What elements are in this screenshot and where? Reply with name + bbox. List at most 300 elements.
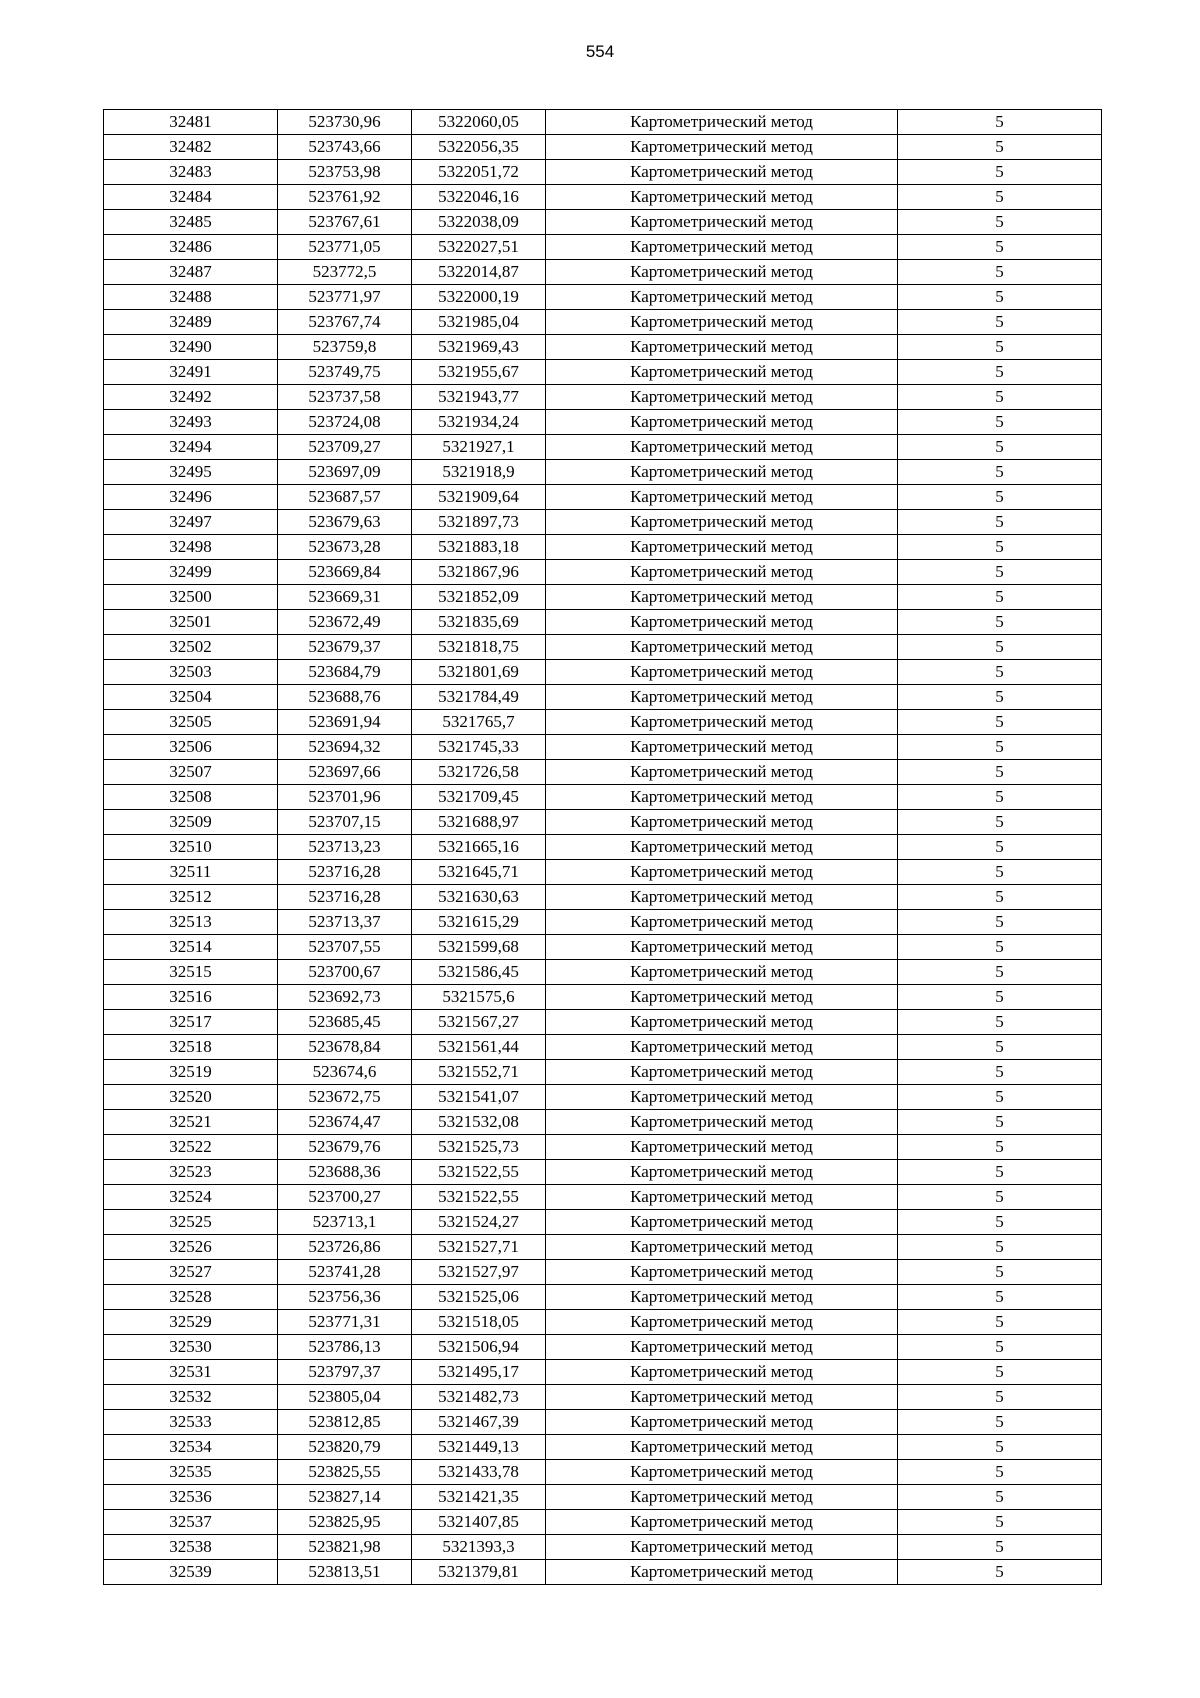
point-number-cell: 32500 xyxy=(104,585,278,610)
method-cell: Картометрический метод xyxy=(546,760,898,785)
point-number-cell: 32487 xyxy=(104,260,278,285)
x-coordinate-cell: 523672,75 xyxy=(278,1085,412,1110)
x-coordinate-cell: 523761,92 xyxy=(278,185,412,210)
y-coordinate-cell: 5321527,71 xyxy=(412,1235,546,1260)
accuracy-cell: 5 xyxy=(898,1260,1102,1285)
x-coordinate-cell: 523743,66 xyxy=(278,135,412,160)
method-cell: Картометрический метод xyxy=(546,460,898,485)
y-coordinate-cell: 5321482,73 xyxy=(412,1385,546,1410)
x-coordinate-cell: 523679,63 xyxy=(278,510,412,535)
method-cell: Картометрический метод xyxy=(546,1085,898,1110)
accuracy-cell: 5 xyxy=(898,1035,1102,1060)
method-cell: Картометрический метод xyxy=(546,835,898,860)
table-row xyxy=(104,660,1102,685)
table-row xyxy=(104,985,1102,1010)
x-coordinate-cell: 523813,51 xyxy=(278,1560,412,1585)
x-coordinate-cell: 523726,86 xyxy=(278,1235,412,1260)
table-row xyxy=(104,235,1102,260)
method-cell: Картометрический метод xyxy=(546,360,898,385)
table-row xyxy=(104,1485,1102,1510)
point-number-cell: 32508 xyxy=(104,785,278,810)
accuracy-cell: 5 xyxy=(898,1535,1102,1560)
accuracy-cell: 5 xyxy=(898,560,1102,585)
table-row xyxy=(104,335,1102,360)
table-row xyxy=(104,710,1102,735)
method-cell: Картометрический метод xyxy=(546,1135,898,1160)
coordinates-table xyxy=(103,109,1102,1585)
table-row xyxy=(104,460,1102,485)
y-coordinate-cell: 5321518,05 xyxy=(412,1310,546,1335)
x-coordinate-cell: 523771,05 xyxy=(278,235,412,260)
method-cell: Картометрический метод xyxy=(546,310,898,335)
x-coordinate-cell: 523673,28 xyxy=(278,535,412,560)
method-cell: Картометрический метод xyxy=(546,710,898,735)
method-cell: Картометрический метод xyxy=(546,285,898,310)
accuracy-cell: 5 xyxy=(898,1385,1102,1410)
y-coordinate-cell: 5321835,69 xyxy=(412,610,546,635)
y-coordinate-cell: 5321433,78 xyxy=(412,1460,546,1485)
y-coordinate-cell: 5321522,55 xyxy=(412,1160,546,1185)
accuracy-cell: 5 xyxy=(898,860,1102,885)
table-row xyxy=(104,1410,1102,1435)
accuracy-cell: 5 xyxy=(898,160,1102,185)
method-cell: Картометрический метод xyxy=(546,410,898,435)
accuracy-cell: 5 xyxy=(898,460,1102,485)
table-row xyxy=(104,1210,1102,1235)
x-coordinate-cell: 523713,1 xyxy=(278,1210,412,1235)
y-coordinate-cell: 5322027,51 xyxy=(412,235,546,260)
method-cell: Картометрический метод xyxy=(546,1560,898,1585)
x-coordinate-cell: 523827,14 xyxy=(278,1485,412,1510)
y-coordinate-cell: 5321495,17 xyxy=(412,1360,546,1385)
x-coordinate-cell: 523786,13 xyxy=(278,1335,412,1360)
table-row xyxy=(104,935,1102,960)
accuracy-cell: 5 xyxy=(898,810,1102,835)
method-cell: Картометрический метод xyxy=(546,1410,898,1435)
y-coordinate-cell: 5321867,96 xyxy=(412,560,546,585)
accuracy-cell: 5 xyxy=(898,485,1102,510)
table-row xyxy=(104,285,1102,310)
accuracy-cell: 5 xyxy=(898,435,1102,460)
point-number-cell: 32537 xyxy=(104,1510,278,1535)
method-cell: Картометрический метод xyxy=(546,735,898,760)
y-coordinate-cell: 5321467,39 xyxy=(412,1410,546,1435)
method-cell: Картометрический метод xyxy=(546,210,898,235)
x-coordinate-cell: 523756,36 xyxy=(278,1285,412,1310)
point-number-cell: 32486 xyxy=(104,235,278,260)
table-row xyxy=(104,1510,1102,1535)
point-number-cell: 32515 xyxy=(104,960,278,985)
accuracy-cell: 5 xyxy=(898,1360,1102,1385)
y-coordinate-cell: 5321586,45 xyxy=(412,960,546,985)
accuracy-cell: 5 xyxy=(898,1135,1102,1160)
x-coordinate-cell: 523749,75 xyxy=(278,360,412,385)
x-coordinate-cell: 523767,61 xyxy=(278,210,412,235)
table-row xyxy=(104,760,1102,785)
method-cell: Картометрический метод xyxy=(546,1060,898,1085)
accuracy-cell: 5 xyxy=(898,910,1102,935)
accuracy-cell: 5 xyxy=(898,760,1102,785)
accuracy-cell: 5 xyxy=(898,1435,1102,1460)
method-cell: Картометрический метод xyxy=(546,1285,898,1310)
y-coordinate-cell: 5321645,71 xyxy=(412,860,546,885)
accuracy-cell: 5 xyxy=(898,210,1102,235)
table-row xyxy=(104,1310,1102,1335)
point-number-cell: 32488 xyxy=(104,285,278,310)
y-coordinate-cell: 5322056,35 xyxy=(412,135,546,160)
accuracy-cell: 5 xyxy=(898,1285,1102,1310)
point-number-cell: 32485 xyxy=(104,210,278,235)
x-coordinate-cell: 523674,6 xyxy=(278,1060,412,1085)
x-coordinate-cell: 523713,37 xyxy=(278,910,412,935)
y-coordinate-cell: 5321541,07 xyxy=(412,1085,546,1110)
point-number-cell: 32536 xyxy=(104,1485,278,1510)
x-coordinate-cell: 523669,31 xyxy=(278,585,412,610)
accuracy-cell: 5 xyxy=(898,510,1102,535)
method-cell: Картометрический метод xyxy=(546,885,898,910)
y-coordinate-cell: 5321709,45 xyxy=(412,785,546,810)
accuracy-cell: 5 xyxy=(898,185,1102,210)
accuracy-cell: 5 xyxy=(898,1485,1102,1510)
y-coordinate-cell: 5321525,73 xyxy=(412,1135,546,1160)
x-coordinate-cell: 523694,32 xyxy=(278,735,412,760)
y-coordinate-cell: 5321943,77 xyxy=(412,385,546,410)
method-cell: Картометрический метод xyxy=(546,685,898,710)
table-row xyxy=(104,1085,1102,1110)
method-cell: Картометрический метод xyxy=(546,1185,898,1210)
table-row xyxy=(104,260,1102,285)
y-coordinate-cell: 5321665,16 xyxy=(412,835,546,860)
method-cell: Картометрический метод xyxy=(546,1485,898,1510)
point-number-cell: 32531 xyxy=(104,1360,278,1385)
method-cell: Картометрический метод xyxy=(546,185,898,210)
y-coordinate-cell: 5321599,68 xyxy=(412,935,546,960)
y-coordinate-cell: 5321575,6 xyxy=(412,985,546,1010)
point-number-cell: 32494 xyxy=(104,435,278,460)
y-coordinate-cell: 5321985,04 xyxy=(412,310,546,335)
x-coordinate-cell: 523825,55 xyxy=(278,1460,412,1485)
y-coordinate-cell: 5322038,09 xyxy=(412,210,546,235)
method-cell: Картометрический метод xyxy=(546,935,898,960)
table-row xyxy=(104,410,1102,435)
point-number-cell: 32525 xyxy=(104,1210,278,1235)
y-coordinate-cell: 5321522,55 xyxy=(412,1185,546,1210)
table-row xyxy=(104,1335,1102,1360)
point-number-cell: 32534 xyxy=(104,1435,278,1460)
point-number-cell: 32510 xyxy=(104,835,278,860)
y-coordinate-cell: 5321784,49 xyxy=(412,685,546,710)
method-cell: Картометрический метод xyxy=(546,160,898,185)
accuracy-cell: 5 xyxy=(898,735,1102,760)
point-number-cell: 32490 xyxy=(104,335,278,360)
y-coordinate-cell: 5321552,71 xyxy=(412,1060,546,1085)
x-coordinate-cell: 523674,47 xyxy=(278,1110,412,1135)
point-number-cell: 32506 xyxy=(104,735,278,760)
x-coordinate-cell: 523701,96 xyxy=(278,785,412,810)
x-coordinate-cell: 523759,8 xyxy=(278,335,412,360)
x-coordinate-cell: 523737,58 xyxy=(278,385,412,410)
y-coordinate-cell: 5321897,73 xyxy=(412,510,546,535)
method-cell: Картометрический метод xyxy=(546,435,898,460)
y-coordinate-cell: 5321615,29 xyxy=(412,910,546,935)
y-coordinate-cell: 5321918,9 xyxy=(412,460,546,485)
method-cell: Картометрический метод xyxy=(546,960,898,985)
method-cell: Картометрический метод xyxy=(546,810,898,835)
accuracy-cell: 5 xyxy=(898,410,1102,435)
x-coordinate-cell: 523700,67 xyxy=(278,960,412,985)
table-row xyxy=(104,1185,1102,1210)
y-coordinate-cell: 5322000,19 xyxy=(412,285,546,310)
method-cell: Картометрический метод xyxy=(546,1260,898,1285)
point-number-cell: 32493 xyxy=(104,410,278,435)
x-coordinate-cell: 523691,94 xyxy=(278,710,412,735)
table-row xyxy=(104,1110,1102,1135)
point-number-cell: 32509 xyxy=(104,810,278,835)
accuracy-cell: 5 xyxy=(898,660,1102,685)
point-number-cell: 32517 xyxy=(104,1010,278,1035)
accuracy-cell: 5 xyxy=(898,1160,1102,1185)
accuracy-cell: 5 xyxy=(898,635,1102,660)
y-coordinate-cell: 5321955,67 xyxy=(412,360,546,385)
page-number: 554 xyxy=(585,42,615,61)
table-row xyxy=(104,810,1102,835)
table-row xyxy=(104,1235,1102,1260)
table-row xyxy=(104,685,1102,710)
accuracy-cell: 5 xyxy=(898,985,1102,1010)
table-row xyxy=(104,185,1102,210)
method-cell: Картометрический метод xyxy=(546,1035,898,1060)
y-coordinate-cell: 5321726,58 xyxy=(412,760,546,785)
point-number-cell: 32521 xyxy=(104,1110,278,1135)
y-coordinate-cell: 5322014,87 xyxy=(412,260,546,285)
table-row xyxy=(104,310,1102,335)
x-coordinate-cell: 523797,37 xyxy=(278,1360,412,1385)
point-number-cell: 32483 xyxy=(104,160,278,185)
method-cell: Картометрический метод xyxy=(546,260,898,285)
point-number-cell: 32503 xyxy=(104,660,278,685)
y-coordinate-cell: 5321765,7 xyxy=(412,710,546,735)
accuracy-cell: 5 xyxy=(898,260,1102,285)
point-number-cell: 32533 xyxy=(104,1410,278,1435)
table-row xyxy=(104,110,1102,135)
point-number-cell: 32492 xyxy=(104,385,278,410)
point-number-cell: 32529 xyxy=(104,1310,278,1335)
y-coordinate-cell: 5321688,97 xyxy=(412,810,546,835)
table-row xyxy=(104,1535,1102,1560)
point-number-cell: 32523 xyxy=(104,1160,278,1185)
method-cell: Картометрический метод xyxy=(546,985,898,1010)
y-coordinate-cell: 5321532,08 xyxy=(412,1110,546,1135)
y-coordinate-cell: 5321524,27 xyxy=(412,1210,546,1235)
point-number-cell: 32520 xyxy=(104,1085,278,1110)
accuracy-cell: 5 xyxy=(898,1335,1102,1360)
table-row xyxy=(104,1435,1102,1460)
method-cell: Картометрический метод xyxy=(546,860,898,885)
table-row xyxy=(104,1460,1102,1485)
y-coordinate-cell: 5321883,18 xyxy=(412,535,546,560)
x-coordinate-cell: 523805,04 xyxy=(278,1385,412,1410)
y-coordinate-cell: 5321630,63 xyxy=(412,885,546,910)
method-cell: Картометрический метод xyxy=(546,510,898,535)
x-coordinate-cell: 523716,28 xyxy=(278,885,412,910)
table-row xyxy=(104,1035,1102,1060)
table-row xyxy=(104,135,1102,160)
y-coordinate-cell: 5321449,13 xyxy=(412,1435,546,1460)
y-coordinate-cell: 5321379,81 xyxy=(412,1560,546,1585)
table-row xyxy=(104,385,1102,410)
accuracy-cell: 5 xyxy=(898,585,1102,610)
x-coordinate-cell: 523771,97 xyxy=(278,285,412,310)
accuracy-cell: 5 xyxy=(898,310,1102,335)
x-coordinate-cell: 523821,98 xyxy=(278,1535,412,1560)
x-coordinate-cell: 523697,66 xyxy=(278,760,412,785)
x-coordinate-cell: 523688,36 xyxy=(278,1160,412,1185)
y-coordinate-cell: 5321393,3 xyxy=(412,1535,546,1560)
method-cell: Картометрический метод xyxy=(546,1385,898,1410)
x-coordinate-cell: 523707,15 xyxy=(278,810,412,835)
method-cell: Картометрический метод xyxy=(546,1235,898,1260)
table-row xyxy=(104,560,1102,585)
table-row xyxy=(104,785,1102,810)
accuracy-cell: 5 xyxy=(898,710,1102,735)
method-cell: Картометрический метод xyxy=(546,785,898,810)
method-cell: Картометрический метод xyxy=(546,1510,898,1535)
point-number-cell: 32522 xyxy=(104,1135,278,1160)
method-cell: Картометрический метод xyxy=(546,1110,898,1135)
table-row xyxy=(104,960,1102,985)
x-coordinate-cell: 523820,79 xyxy=(278,1435,412,1460)
coordinates-table-body xyxy=(104,110,1102,1585)
point-number-cell: 32496 xyxy=(104,485,278,510)
point-number-cell: 32524 xyxy=(104,1185,278,1210)
point-number-cell: 32535 xyxy=(104,1460,278,1485)
method-cell: Картометрический метод xyxy=(546,1210,898,1235)
accuracy-cell: 5 xyxy=(898,610,1102,635)
table-row xyxy=(104,210,1102,235)
x-coordinate-cell: 523678,84 xyxy=(278,1035,412,1060)
x-coordinate-cell: 523669,84 xyxy=(278,560,412,585)
y-coordinate-cell: 5321801,69 xyxy=(412,660,546,685)
x-coordinate-cell: 523692,73 xyxy=(278,985,412,1010)
x-coordinate-cell: 523767,74 xyxy=(278,310,412,335)
table-row xyxy=(104,485,1102,510)
table-row xyxy=(104,610,1102,635)
accuracy-cell: 5 xyxy=(898,285,1102,310)
x-coordinate-cell: 523707,55 xyxy=(278,935,412,960)
accuracy-cell: 5 xyxy=(898,535,1102,560)
accuracy-cell: 5 xyxy=(898,1310,1102,1335)
x-coordinate-cell: 523679,76 xyxy=(278,1135,412,1160)
accuracy-cell: 5 xyxy=(898,885,1102,910)
point-number-cell: 32499 xyxy=(104,560,278,585)
x-coordinate-cell: 523672,49 xyxy=(278,610,412,635)
x-coordinate-cell: 523687,57 xyxy=(278,485,412,510)
y-coordinate-cell: 5321745,33 xyxy=(412,735,546,760)
point-number-cell: 32507 xyxy=(104,760,278,785)
method-cell: Картометрический метод xyxy=(546,485,898,510)
method-cell: Картометрический метод xyxy=(546,135,898,160)
method-cell: Картометрический метод xyxy=(546,1360,898,1385)
accuracy-cell: 5 xyxy=(898,1110,1102,1135)
method-cell: Картометрический метод xyxy=(546,610,898,635)
point-number-cell: 32498 xyxy=(104,535,278,560)
y-coordinate-cell: 5321909,64 xyxy=(412,485,546,510)
y-coordinate-cell: 5322051,72 xyxy=(412,160,546,185)
method-cell: Картометрический метод xyxy=(546,385,898,410)
accuracy-cell: 5 xyxy=(898,1410,1102,1435)
table-row xyxy=(104,1385,1102,1410)
point-number-cell: 32502 xyxy=(104,635,278,660)
x-coordinate-cell: 523688,76 xyxy=(278,685,412,710)
table-row xyxy=(104,1285,1102,1310)
accuracy-cell: 5 xyxy=(898,1185,1102,1210)
method-cell: Картометрический метод xyxy=(546,1535,898,1560)
accuracy-cell: 5 xyxy=(898,785,1102,810)
method-cell: Картометрический метод xyxy=(546,1335,898,1360)
point-number-cell: 32514 xyxy=(104,935,278,960)
method-cell: Картометрический метод xyxy=(546,235,898,260)
accuracy-cell: 5 xyxy=(898,135,1102,160)
method-cell: Картометрический метод xyxy=(546,1310,898,1335)
y-coordinate-cell: 5321407,85 xyxy=(412,1510,546,1535)
x-coordinate-cell: 523679,37 xyxy=(278,635,412,660)
point-number-cell: 32505 xyxy=(104,710,278,735)
accuracy-cell: 5 xyxy=(898,360,1102,385)
point-number-cell: 32482 xyxy=(104,135,278,160)
y-coordinate-cell: 5322046,16 xyxy=(412,185,546,210)
point-number-cell: 32526 xyxy=(104,1235,278,1260)
point-number-cell: 32497 xyxy=(104,510,278,535)
point-number-cell: 32501 xyxy=(104,610,278,635)
method-cell: Картометрический метод xyxy=(546,1435,898,1460)
point-number-cell: 32519 xyxy=(104,1060,278,1085)
y-coordinate-cell: 5321927,1 xyxy=(412,435,546,460)
table-row xyxy=(104,1010,1102,1035)
point-number-cell: 32518 xyxy=(104,1035,278,1060)
x-coordinate-cell: 523771,31 xyxy=(278,1310,412,1335)
accuracy-cell: 5 xyxy=(898,1210,1102,1235)
point-number-cell: 32516 xyxy=(104,985,278,1010)
x-coordinate-cell: 523713,23 xyxy=(278,835,412,860)
method-cell: Картометрический метод xyxy=(546,1010,898,1035)
x-coordinate-cell: 523684,79 xyxy=(278,660,412,685)
y-coordinate-cell: 5321934,24 xyxy=(412,410,546,435)
point-number-cell: 32481 xyxy=(104,110,278,135)
method-cell: Картометрический метод xyxy=(546,335,898,360)
accuracy-cell: 5 xyxy=(898,1060,1102,1085)
point-number-cell: 32489 xyxy=(104,310,278,335)
x-coordinate-cell: 523697,09 xyxy=(278,460,412,485)
table-row xyxy=(104,885,1102,910)
x-coordinate-cell: 523730,96 xyxy=(278,110,412,135)
x-coordinate-cell: 523685,45 xyxy=(278,1010,412,1035)
y-coordinate-cell: 5321969,43 xyxy=(412,335,546,360)
method-cell: Картометрический метод xyxy=(546,635,898,660)
table-row xyxy=(104,860,1102,885)
point-number-cell: 32527 xyxy=(104,1260,278,1285)
table-row xyxy=(104,510,1102,535)
y-coordinate-cell: 5321818,75 xyxy=(412,635,546,660)
point-number-cell: 32512 xyxy=(104,885,278,910)
point-number-cell: 32539 xyxy=(104,1560,278,1585)
y-coordinate-cell: 5321506,94 xyxy=(412,1335,546,1360)
accuracy-cell: 5 xyxy=(898,1235,1102,1260)
method-cell: Картометрический метод xyxy=(546,1160,898,1185)
table-row xyxy=(104,360,1102,385)
accuracy-cell: 5 xyxy=(898,110,1102,135)
point-number-cell: 32513 xyxy=(104,910,278,935)
point-number-cell: 32532 xyxy=(104,1385,278,1410)
